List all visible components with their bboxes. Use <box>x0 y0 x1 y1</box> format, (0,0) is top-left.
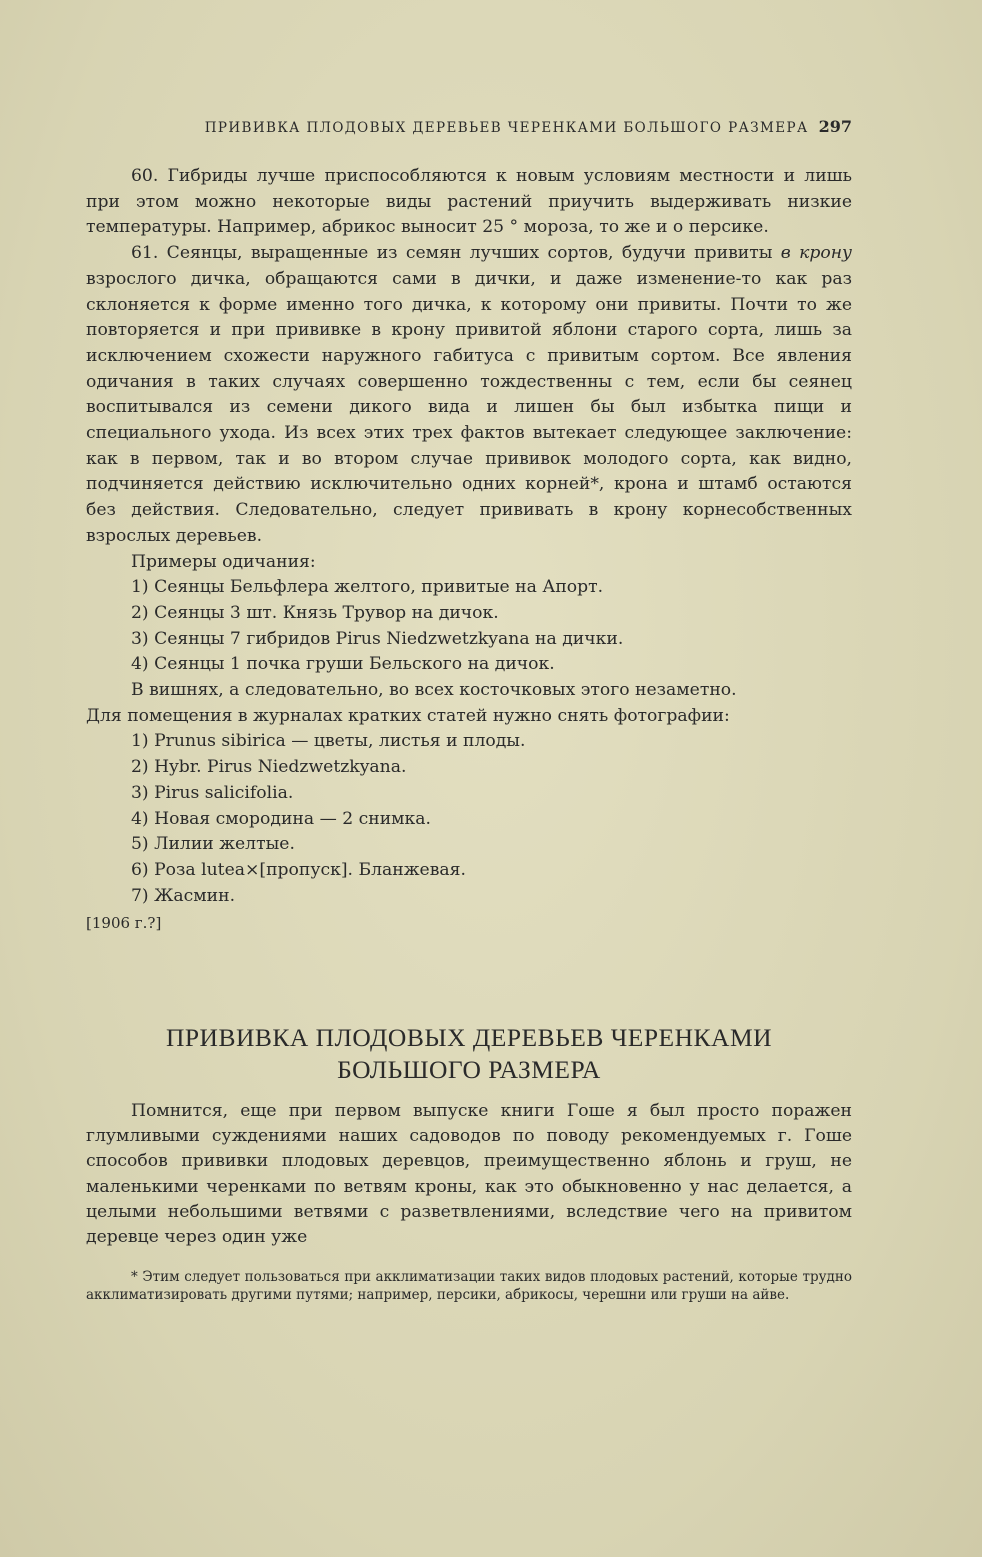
list-item: 1) Сеянцы Бельфлера желтого, привитые на Апорт. <box>131 577 604 598</box>
footnote <box>86 1268 852 1304</box>
list-item: 1) Prunus sibirica — цветы, листья и плоды. <box>131 731 526 752</box>
article-body <box>86 1099 852 1250</box>
paragraph-61-start: 61. Сеянцы, выращенные из семян лучших сортов, будучи привиты <box>131 243 773 264</box>
article-title <box>86 1022 852 1086</box>
list-item: 2) Сеянцы 3 шт. Князь Трувор на дичок. <box>131 602 499 623</box>
page-number: 297 <box>818 117 852 136</box>
running-title: ПРИВИВКА ПЛОДОВЫХ ДЕРЕВЬЕВ ЧЕРЕНКАМИ БОЛЬШОГО РАЗМЕРА <box>204 120 809 136</box>
article-title-line-2: БОЛЬШОГО РАЗМЕРА <box>337 1055 601 1084</box>
list-item: 2) Hybr. Pirus Niedzwetzkyana. <box>131 757 407 778</box>
list-item: 7) Жасмин. <box>131 885 236 906</box>
date-note: [1906 г.?] <box>86 914 162 933</box>
paragraph-61-italic: в крону <box>780 243 853 264</box>
photos-heading: Для помещения в журналах кратких статей нужно снять фотографии: <box>86 705 730 726</box>
running-header <box>86 117 852 136</box>
photos-list <box>86 729 852 909</box>
list-item: 3) Сеянцы 7 гибридов Pirus Niedzwetzkyana на дички. <box>131 628 624 649</box>
body-text <box>86 164 852 937</box>
list-item: 3) Pirus salicifolia. <box>131 782 294 803</box>
list-item: 4) Сеянцы 1 почка груши Бельского на дичок. <box>131 654 555 675</box>
paragraph-60: 60. Гибриды лучше приспособляются к новым условиям местности и лишь при этом можно некоторые виды растений приучить выдерживать низкие температуры. Например, абрикос выносит 25 ° мороза, то же и о персике. <box>86 166 852 238</box>
cherries-paragraph: В вишнях, а следовательно, во всех косточковых этого незаметно. <box>131 680 737 701</box>
examples-heading: Примеры одичания: <box>131 551 316 572</box>
paragraph-61-rest: взрослого дичка, обращаются сами в дички, и даже изменение-то как раз склоняется к форме именно того дичка, к которому они привиты. Почти то же повторяется и при прививке в крону привитой яблони старого сорта, лишь за исключением схожести наружного габитуса с привитым сортом. Все явления одичания в таких случаях совершенно тождественны с тем, если бы сеянец воспитывался из семени дикого вида и лишен бы был избытка пищи и специального ухода. Из всех этих трех фактов вытекает следующее заключение: как в первом, так и во втором случае прививок молодого сорта, как видно, подчиняется действию исключительно одних корней*, крона и штамб остаются без действия. Следовательно, следует прививать в крону корнесобственных взрослых деревьев. <box>86 268 852 546</box>
list-item: 4) Новая смородина — 2 снимка. <box>131 808 431 829</box>
list-item: 6) Роза lutea×[пропуск]. Бланжевая. <box>131 859 466 880</box>
paragraph-61 <box>86 241 852 549</box>
article-paragraph: Помнится, еще при первом выпуске книги Гоше я был просто поражен глумливыми суждениями наших садоводов по поводу рекомендуемых г. Гоше способов прививки плодовых деревцов, преимущественно яблонь и груш, не маленькими черенками по ветвям кроны, как это обыкновенно у нас делается, а целыми небольшими ветвями с разветвлениями, вследствие чего на привитом деревце через один уже <box>86 1101 852 1248</box>
footnote-text: * Этим следует пользоваться при акклиматизации таких видов плодовых растений, которые трудно акклиматизировать другими путями; например, персики, абрикосы, черешни или груши на айве. <box>86 1269 852 1303</box>
examples-list <box>86 575 852 678</box>
article-title-line-1: ПРИВИВКА ПЛОДОВЫХ ДЕРЕВЬЕВ ЧЕРЕНКАМИ <box>165 1023 773 1052</box>
list-item: 5) Лилии желтые. <box>131 834 295 855</box>
